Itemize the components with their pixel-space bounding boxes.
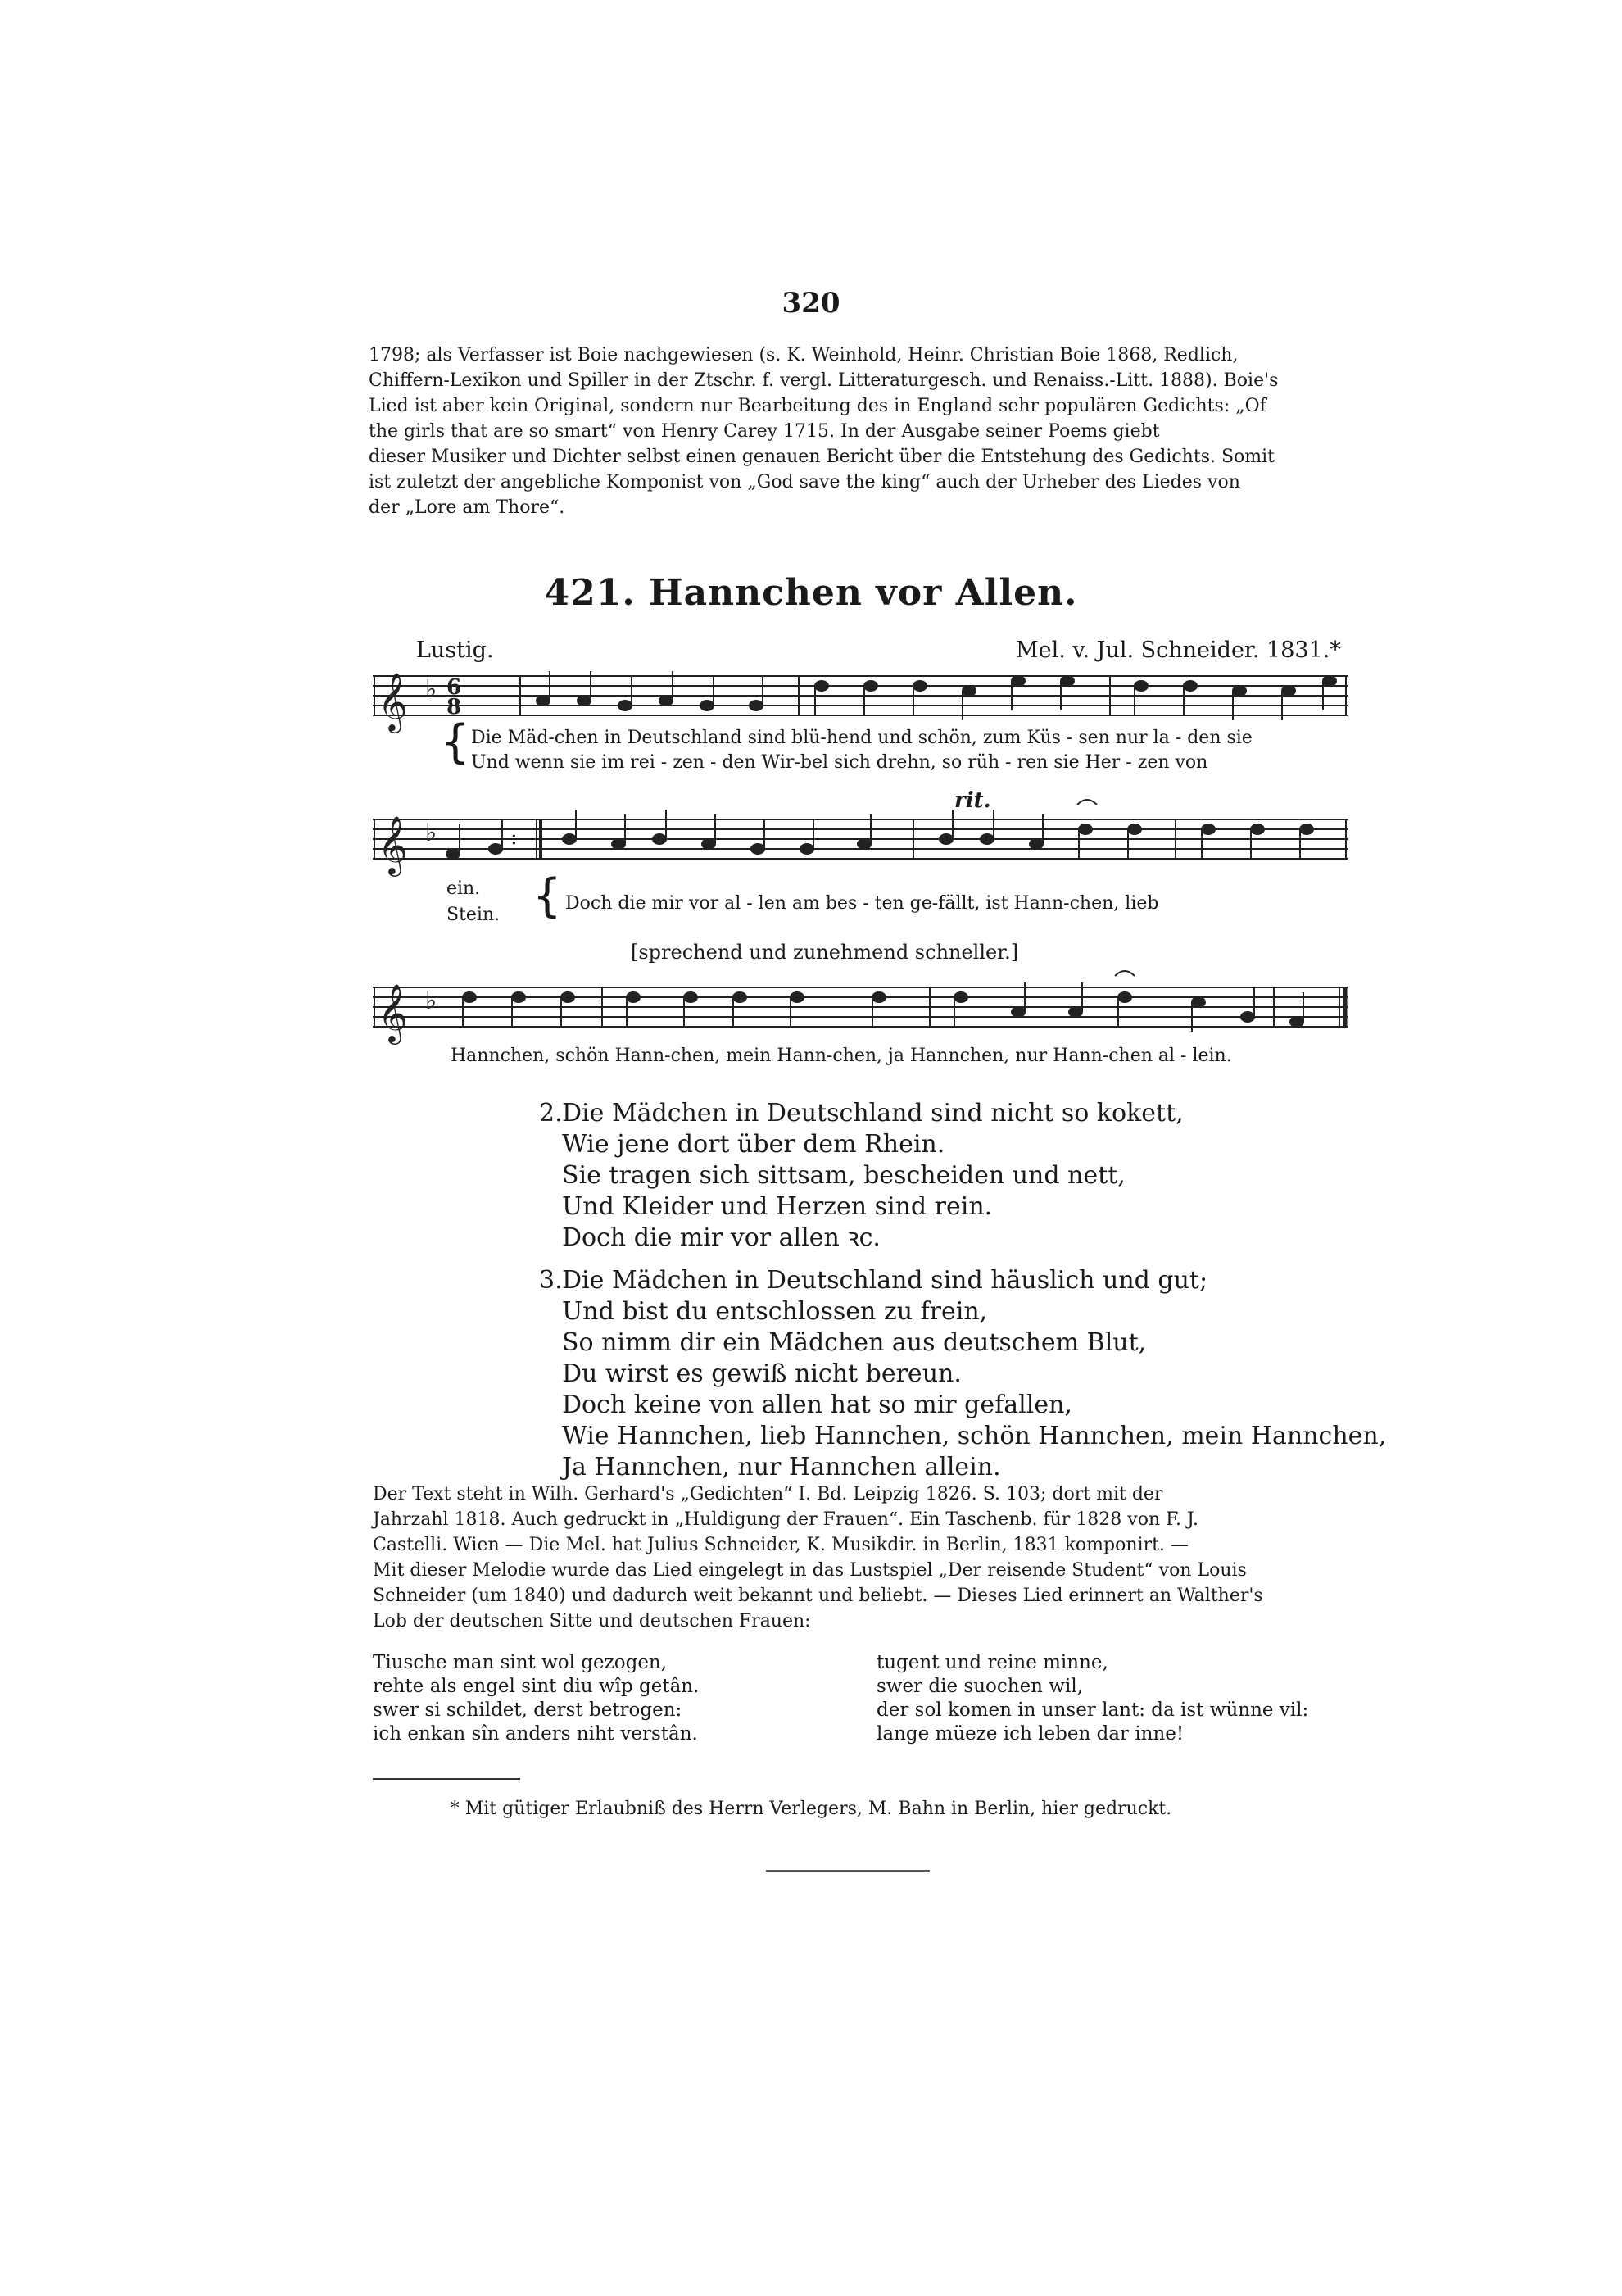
time-signature-bottom: 8 bbox=[446, 695, 462, 719]
verse-line: Ja Hannchen, nur Hannchen allein. bbox=[562, 1453, 1001, 1482]
quotation-line: swer die suochen wil, bbox=[877, 1676, 1084, 1697]
quotation-line: der sol komen in unser lant: da ist wünne vil: bbox=[877, 1699, 1309, 1721]
source-notes bbox=[373, 1482, 1348, 1634]
fermata-icon bbox=[1115, 971, 1135, 976]
quotation-left-column bbox=[373, 1651, 699, 1746]
repeat-sign-icon: : bbox=[510, 825, 518, 850]
staff-2-ending-2: Stein. bbox=[446, 905, 501, 925]
staff-2-ending-1: ein. bbox=[446, 878, 481, 899]
verse-line: Wie jene dort über dem Rhein. bbox=[562, 1130, 945, 1159]
verse-3 bbox=[539, 1265, 1386, 1483]
verse-line: Du wirst es gewiß nicht bereun. bbox=[562, 1359, 962, 1388]
quotation-line: tugent und reine minne, bbox=[877, 1652, 1108, 1673]
flat-icon: ♭ bbox=[425, 987, 437, 1015]
quotation-line: rehte als engel sint diu wîp getân. bbox=[373, 1676, 700, 1697]
flat-icon: ♭ bbox=[425, 819, 437, 847]
song-title: 421. Hannchen vor Allen. bbox=[544, 572, 1078, 614]
treble-clef-icon: 𝄞 bbox=[378, 671, 408, 731]
intro-line: der „Lore am Thore“. bbox=[369, 497, 565, 518]
quotation-line: ich enkan sîn anders niht verstân. bbox=[373, 1723, 698, 1745]
notes-line: Der Text steht in Wilh. Gerhard's „Gedichten“ I. Bd. Leipzig 1826. S. 103; dort mit der bbox=[373, 1484, 1163, 1504]
verse-brace: { bbox=[441, 715, 470, 769]
treble-clef-icon: 𝄞 bbox=[378, 982, 408, 1042]
intro-line: dieser Musiker und Dichter selbst einen genauen Bericht über die Entstehung des Gedichts. Somit bbox=[369, 447, 1275, 467]
fermata-icon bbox=[1077, 800, 1097, 805]
verse-2 bbox=[539, 1098, 1386, 1254]
tempo-marking: Lustig. bbox=[416, 638, 494, 663]
quotation-line: lange müeze ich leben dar inne! bbox=[877, 1723, 1185, 1745]
staff-2-refrain-lyrics: Doch die mir vor al - len am bes - ten ge-fällt, ist Hann-chen, lieb bbox=[565, 893, 1159, 914]
verse-number: 3. bbox=[539, 1266, 563, 1295]
end-divider bbox=[766, 1870, 930, 1872]
staff-3-lyrics: Hannchen, schön Hann-chen, mein Hann-chen, ja Hannchen, nur Hann-chen al - lein. bbox=[451, 1046, 1232, 1066]
footnote-divider bbox=[373, 1778, 520, 1780]
quotation-line: swer si schildet, derst betrogen: bbox=[373, 1699, 682, 1721]
notes-line: Lob der deutschen Sitte und deutschen Frauen: bbox=[373, 1611, 811, 1631]
quotation-right-column bbox=[877, 1651, 1308, 1746]
time-signature-top: 6 bbox=[446, 675, 462, 700]
intro-line: the girls that are so smart“ von Henry Carey 1715. In der Ausgabe seiner Poems giebt bbox=[369, 421, 1160, 442]
treble-clef-icon: 𝄞 bbox=[378, 814, 408, 874]
verses bbox=[539, 1098, 1386, 1495]
verse-line: Wie Hannchen, lieb Hannchen, schön Hannchen, mein Hannchen, bbox=[562, 1422, 1387, 1450]
verse-line: So nimm dir ein Mädchen aus deutschem Blut, bbox=[562, 1328, 1147, 1357]
ending-brace: { bbox=[532, 869, 562, 923]
notes-line: Schneider (um 1840) und dadurch weit bekannt und beliebt. — Dieses Lied erinnert an Walther's bbox=[373, 1586, 1263, 1606]
notes-line: Mit dieser Melodie wurde das Lied eingelegt in das Lustspiel „Der reisende Student“ von Louis bbox=[373, 1560, 1247, 1581]
music-staff-2 bbox=[373, 803, 1348, 901]
intro-line: Chiffern-Lexikon und Spiller in der Ztschr. f. vergl. Litteraturgesch. und Renaiss.-Litt. 1888). Boie's bbox=[369, 370, 1279, 391]
melody-credit: Mel. v. Jul. Schneider. 1831.* bbox=[1016, 638, 1341, 663]
verse-line: Doch keine von allen hat so mir gefallen, bbox=[562, 1391, 1072, 1419]
verse-line: 2.Die Mädchen in Deutschland sind nicht so kokett, bbox=[539, 1099, 1184, 1128]
flat-icon: ♭ bbox=[425, 675, 437, 704]
verse-line: Und Kleider und Herzen sind rein. bbox=[562, 1192, 993, 1221]
staff-1-lyrics-line-2: Und wenn sie im rei - zen - den Wir-bel sich drehn, so rüh - ren sie Her - zen von bbox=[471, 752, 1208, 773]
intro-line: 1798; als Verfasser ist Boie nachgewiesen (s. K. Weinhold, Heinr. Christian Boie 1868, Redlich, bbox=[369, 345, 1239, 365]
quotation-line: Tiusche man sint wol gezogen, bbox=[373, 1652, 668, 1673]
verse-line: Und bist du entschlossen zu frein, bbox=[562, 1297, 988, 1326]
page-number: 320 bbox=[782, 287, 840, 320]
verse-line: Sie tragen sich sittsam, bescheiden und nett, bbox=[562, 1161, 1126, 1190]
intro-paragraph bbox=[369, 343, 1352, 520]
verse-line: 3.Die Mädchen in Deutschland sind häuslich und gut; bbox=[539, 1266, 1208, 1295]
intro-line: Lied ist aber kein Original, sondern nur Bearbeitung des in England sehr populären Gedichts: „Of bbox=[369, 396, 1266, 416]
footnote: * Mit gütiger Erlaubniß des Herrn Verlegers, M. Bahn in Berlin, hier gedruckt. bbox=[450, 1799, 1172, 1819]
notes-line: Castelli. Wien — Die Mel. hat Julius Schneider, K. Musikdir. in Berlin, 1831 komponirt. — bbox=[373, 1535, 1189, 1555]
ritardando-marking: rit. bbox=[954, 788, 991, 813]
verse-number: 2. bbox=[539, 1099, 563, 1128]
verse-line: Doch die mir vor allen ꝛc. bbox=[562, 1223, 881, 1252]
staff-1-lyrics-line-1: Die Mäd-chen in Deutschland sind blü-hend und schön, zum Küs - sen nur la - den sie bbox=[471, 728, 1253, 748]
notes-line: Jahrzahl 1818. Auch gedruckt in „Huldigung der Frauen“. Ein Taschenb. für 1828 von F. J. bbox=[373, 1509, 1199, 1530]
intro-line: ist zuletzt der angebliche Komponist von „God save the king“ auch der Urheber des Liedes von bbox=[369, 472, 1240, 492]
performance-direction: [sprechend und zunehmend schneller.] bbox=[631, 941, 1019, 964]
